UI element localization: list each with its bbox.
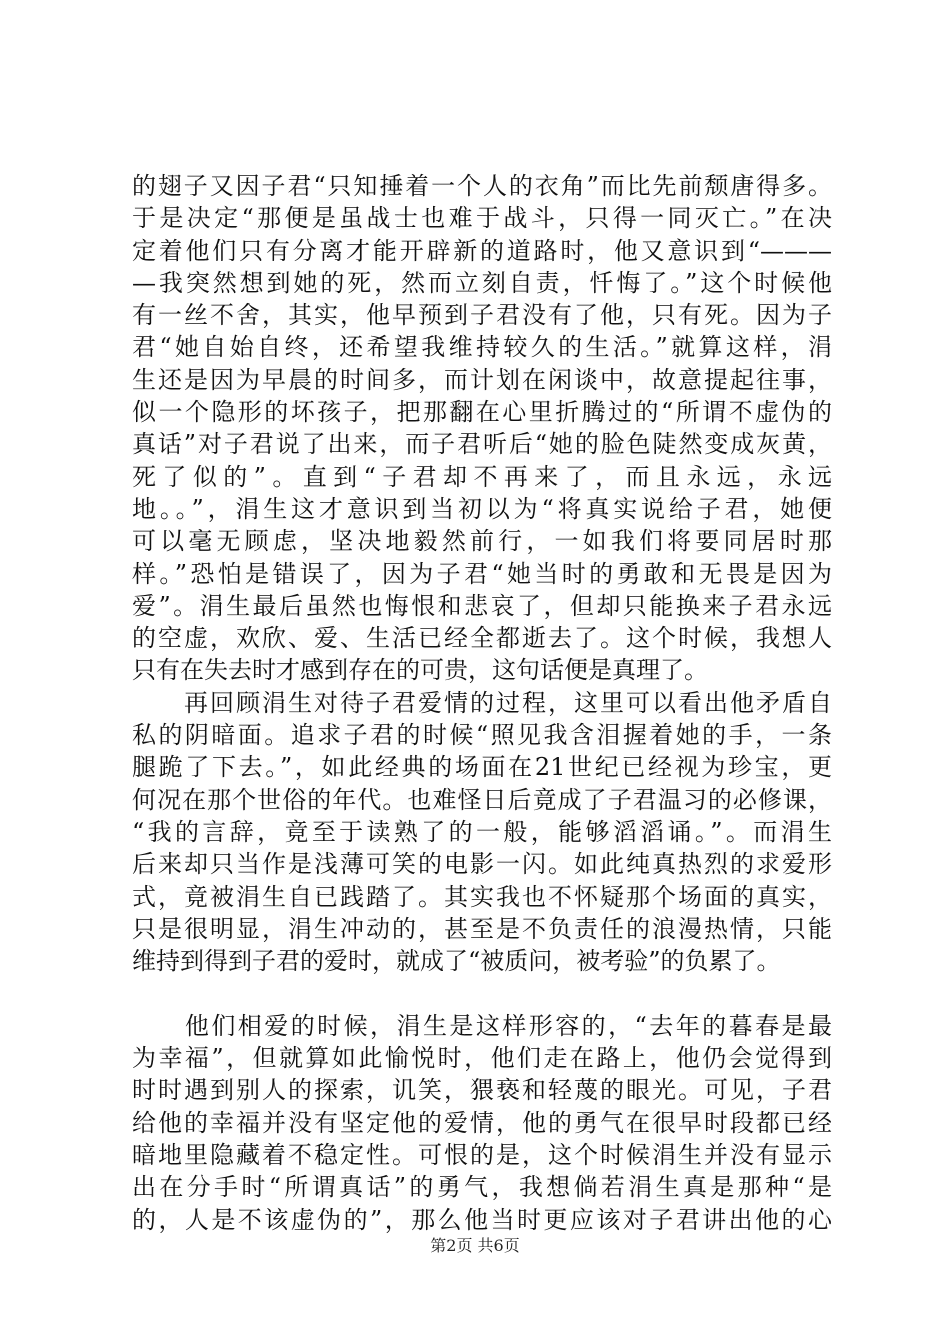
text-line: 的翅子又因子君“只知捶着一个人的衣角”而比先前颓唐得多。 <box>132 172 832 200</box>
text-line: 只是很明显，涓生冲动的，甚至是不负责任的浪漫热情，只能 <box>132 914 832 943</box>
text-line: —我突然想到她的死，然而立刻自责，忏悔了。”这个时候他 <box>132 268 832 297</box>
text-line: 可以毫无顾虑，坚决地毅然前行，一如我们将要同居时那 <box>132 527 832 556</box>
text-line: 式，竟被涓生自已践踏了。其实我也不怀疑那个场面的真实， <box>132 882 832 911</box>
text-line: 后来却只当作是浅薄可笑的电影一闪。如此纯真热烈的求爱形 <box>132 850 832 879</box>
page-number: 第2页 共6页 <box>430 1236 520 1255</box>
text-line: 生还是因为早晨的时间多，而计划在闲谈中，故意提起往事， <box>132 365 832 394</box>
text-line: 只有在失去时才感到存在的可贵，这句话便是真理了。 <box>132 656 708 685</box>
text-line: 样。”恐怕是错误了，因为子君“她当时的勇敢和无畏是因为 <box>132 559 832 588</box>
text-line: 于是决定“那便是虽战士也难于战斗，只得一同灭亡。”在决 <box>132 204 832 233</box>
paragraph-gap <box>132 977 832 1009</box>
text-line: 给他的幸福并没有坚定他的爱情，他的勇气在很早时段都已经 <box>132 1108 832 1137</box>
text-line: 死了似的”。直到“子君却不再来了，而且永远，永远 <box>132 462 832 491</box>
text-line: 时时遇到别人的探索，讥笑，猥亵和轻蔑的眼光。可见，子君 <box>132 1076 832 1105</box>
text-line: 腿跪了下去。”，如此经典的场面在21世纪已经视为珍宝，更 <box>132 753 832 782</box>
text-line: 出在分手时“所谓真话”的勇气，我想倘若涓生真是那种“是 <box>132 1173 832 1202</box>
text-line: 的，人是不该虚伪的”，那么他当时更应该对子君讲出他的心 <box>132 1205 832 1234</box>
text-line: 维持到得到子君的爱时，就成了“被质问，被考验”的负累了。 <box>132 947 781 976</box>
text-line: 爱”。涓生最后虽然也悔恨和悲哀了，但却只能换来子君永远 <box>132 591 832 620</box>
text-line: 地。。”，涓生这才意识到当初以为“将真实说给子君，她便 <box>132 494 832 523</box>
text-line: 他们相爱的时候，涓生是这样形容的，“去年的暮春是最 <box>132 1011 832 1040</box>
text-line: 再回顾涓生对待子君爱情的过程，这里可以看出他矛盾自 <box>132 688 832 717</box>
text-line: 私的阴暗面。追求子君的时候“照见我含泪握着她的手，一条 <box>132 721 832 750</box>
paragraph-1 <box>132 170 832 687</box>
text-line: 暗地里隐藏着不稳定性。可恨的是，这个时候涓生并没有显示 <box>132 1140 832 1169</box>
essay-body <box>132 170 832 1236</box>
text-line: 君“她自始自终，还希望我维持较久的生活。”就算这样，涓 <box>132 333 832 362</box>
text-line: 何况在那个世俗的年代。也难怪日后竟成了子君温习的必修课， <box>132 785 832 814</box>
page-footer <box>0 1236 950 1256</box>
text-line: 有一丝不舍，其实，他早预到子君没有了他，只有死。因为子 <box>132 301 832 330</box>
text-line: 真话”对子君说了出来，而子君听后“她的脸色陡然变成灰黄， <box>132 430 832 459</box>
text-line: “我的言辞，竟至于读熟了的一般，能够滔滔诵。”。而涓生 <box>132 817 832 846</box>
paragraph-3 <box>132 1010 832 1236</box>
text-line: 似一个隐形的坏孩子，把那翻在心里折腾过的“所谓不虚伪的 <box>132 398 832 427</box>
text-line: 的空虚，欢欣、爱、生活已经全都逝去了。这个时候，我想人 <box>132 624 832 653</box>
paragraph-2 <box>132 687 832 978</box>
text-line: 为幸福”，但就算如此愉悦时，他们走在路上，他仍会觉得到 <box>132 1044 832 1073</box>
text-line: 定着他们只有分离才能开辟新的道路时，他又意识到“——— <box>132 236 832 265</box>
